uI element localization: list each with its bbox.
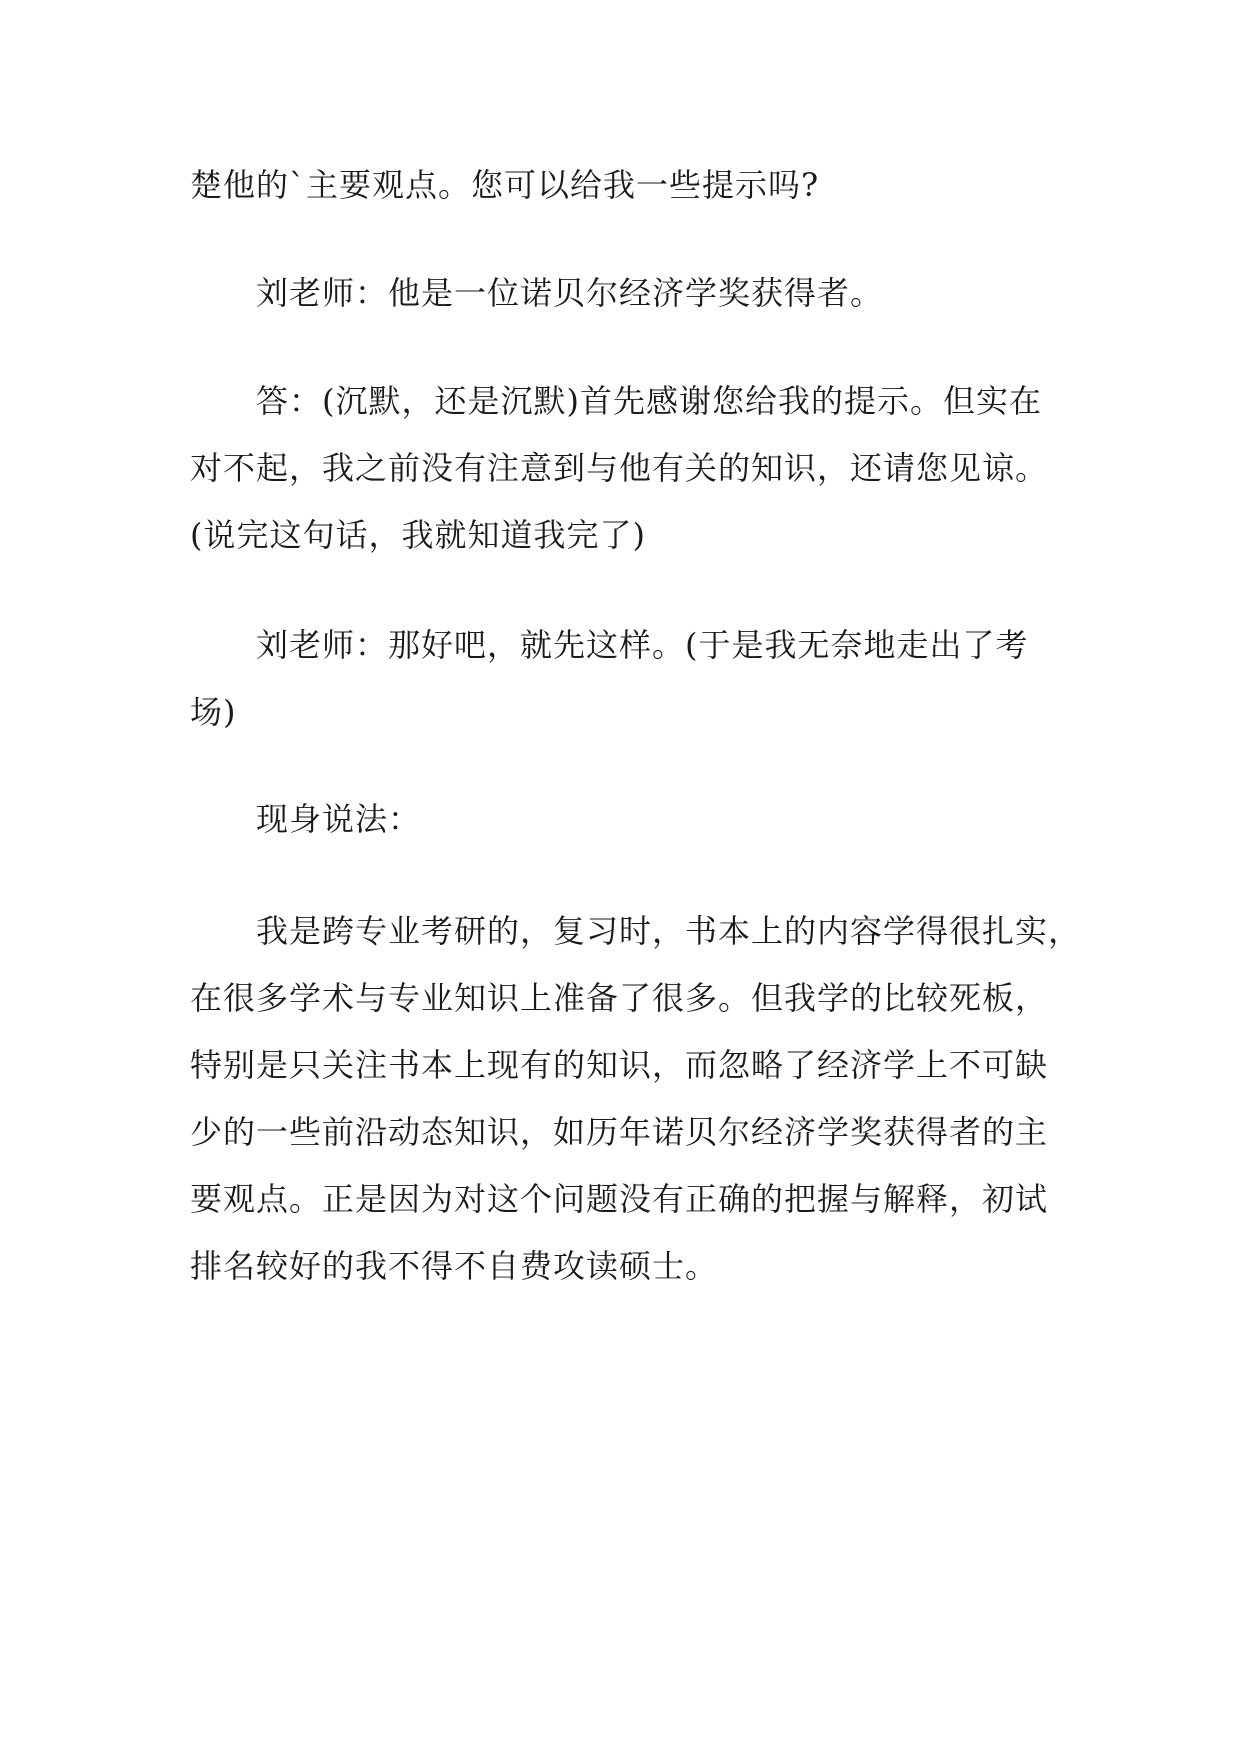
paragraph-line: 楚他的`主要观点。您可以给我一些提示吗? xyxy=(190,166,820,204)
paragraph-line: 现身说法： xyxy=(256,800,422,838)
paragraph-teacher-ending xyxy=(190,612,1070,746)
paragraph-line: 答：(沉默，还是沉默)首先感谢您给我的提示。但实在 xyxy=(256,382,1042,420)
paragraph-line: (说完这句话，我就知道我完了) xyxy=(190,516,646,554)
paragraph-line: 场) xyxy=(190,693,237,731)
section-heading-testimony xyxy=(190,786,1070,853)
paragraph-line: 在很多学术与专业知识上准备了很多。但我学的比较死板， xyxy=(190,979,1049,1017)
paragraph-line: 刘老师：他是一位诺贝尔经济学奖获得者。 xyxy=(256,274,884,312)
paragraph-line: 我是跨专业考研的，复习时，书本上的内容学得很扎实， xyxy=(256,912,1082,950)
paragraph-line: 排名较好的我不得不自费攻读硕士。 xyxy=(190,1247,719,1285)
paragraph-reflection xyxy=(190,898,1082,1300)
paragraph-line: 特别是只关注书本上现有的知识，而忽略了经济学上不可缺 xyxy=(190,1046,1049,1084)
paragraph-line: 刘老师：那好吧，就先这样。(于是我无奈地走出了考 xyxy=(256,626,1029,664)
paragraph-answer xyxy=(190,368,1070,569)
paragraph-line: 要观点。正是因为对这个问题没有正确的把握与解释，初试 xyxy=(190,1180,1049,1218)
paragraph-continuation xyxy=(190,152,1070,219)
paragraph-teacher-hint xyxy=(190,260,1070,327)
paragraph-line: 少的一些前沿动态知识，如历年诺贝尔经济学奖获得者的主 xyxy=(190,1113,1049,1151)
paragraph-line: 对不起，我之前没有注意到与他有关的知识，还请您见谅。 xyxy=(190,449,1049,487)
